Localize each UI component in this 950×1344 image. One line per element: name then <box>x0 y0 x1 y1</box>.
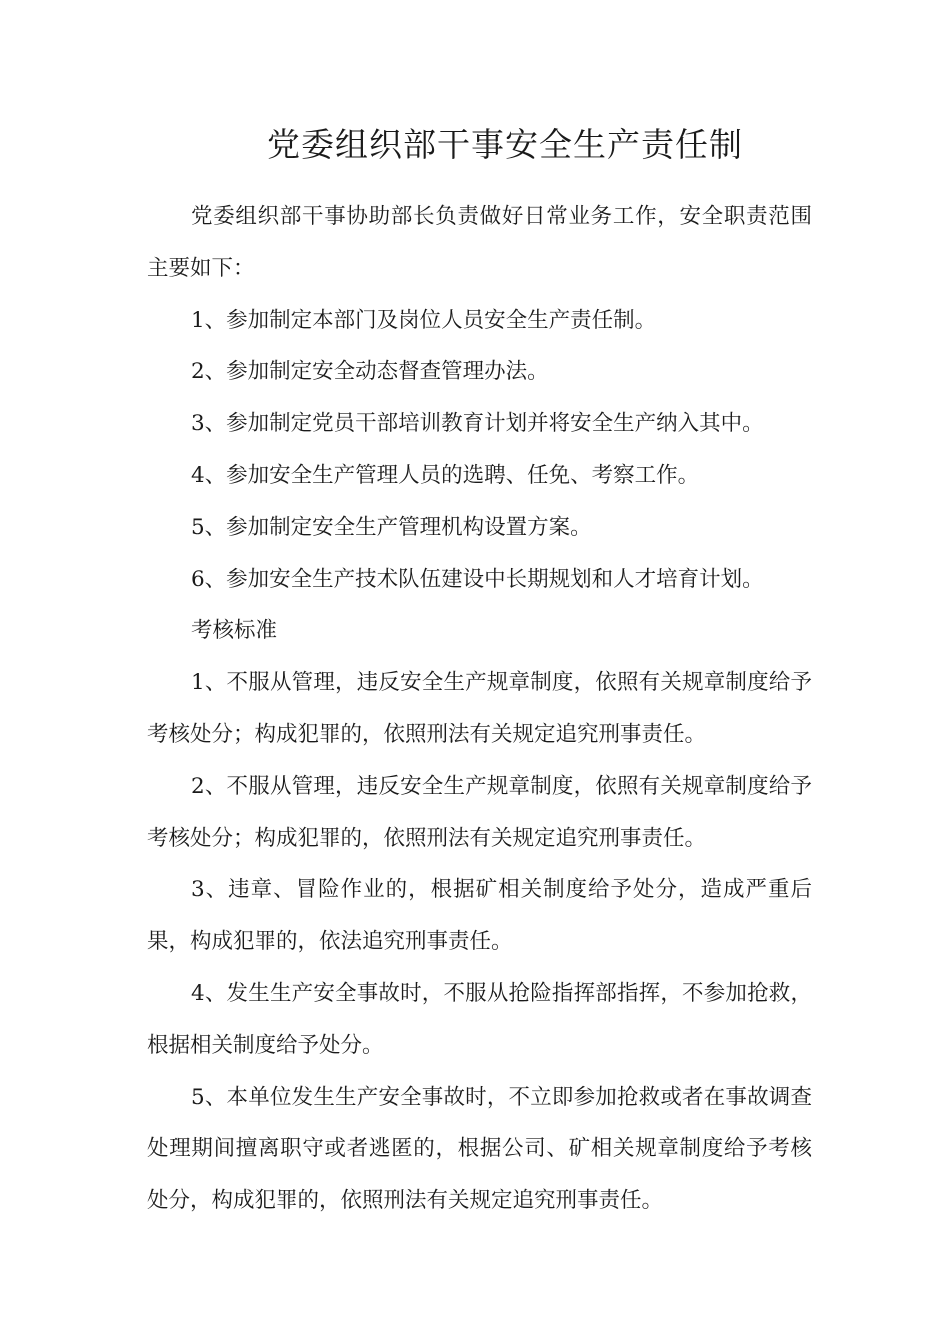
duty-item-6: 6、参加安全生产技术队伍建设中长期规划和人才培育计划。 <box>191 566 764 592</box>
assessment-item-3: 3、违章、冒险作业的，根据矿相关制度给予处分，造成严重后果，构成犯罪的，依法追究刑事责任。 <box>147 877 812 955</box>
duty-item-5: 5、参加制定安全生产管理机构设置方案。 <box>191 514 592 540</box>
assessment-item-2: 2、不服从管理，违反安全生产规章制度，依照有关规章制度给予考核处分；构成犯罪的，依照刑法有关规定追究刑事责任。 <box>147 773 812 851</box>
duty-item-1: 1、参加制定本部门及岗位人员安全生产责任制。 <box>191 307 657 333</box>
assessment-item-4: 4、发生生产安全事故时，不服从抢险指挥部指挥，不参加抢救，根据相关制度给予处分。 <box>147 980 812 1058</box>
assessment-heading: 考核标准 <box>191 618 278 644</box>
assessment-item-1: 1、不服从管理，违反安全生产规章制度，依照有关规章制度给予考核处分；构成犯罪的，依照刑法有关规定追究刑事责任。 <box>147 670 812 747</box>
intro-paragraph: 党委组织部干事协助部长负责做好日常业务工作，安全职责范围主要如下： <box>147 204 812 281</box>
duty-item-3: 3、参加制定党员干部培训教育计划并将安全生产纳入其中。 <box>191 411 764 437</box>
assessment-item-5: 5、本单位发生生产安全事故时，不立即参加抢救或者在事故调查处理期间擅离职守或者逃匿的，根据公司、矿相关规章制度给予考核处分，构成犯罪的，依照刑法有关规定追究刑事责任。 <box>147 1084 812 1214</box>
duty-item-2: 2、参加制定安全动态督查管理办法。 <box>191 359 549 385</box>
document-body <box>147 191 812 1227</box>
duty-item-4: 4、参加安全生产管理人员的选聘、任免、考察工作。 <box>191 462 700 488</box>
document-title: 党委组织部干事安全生产责任制 <box>267 125 743 164</box>
